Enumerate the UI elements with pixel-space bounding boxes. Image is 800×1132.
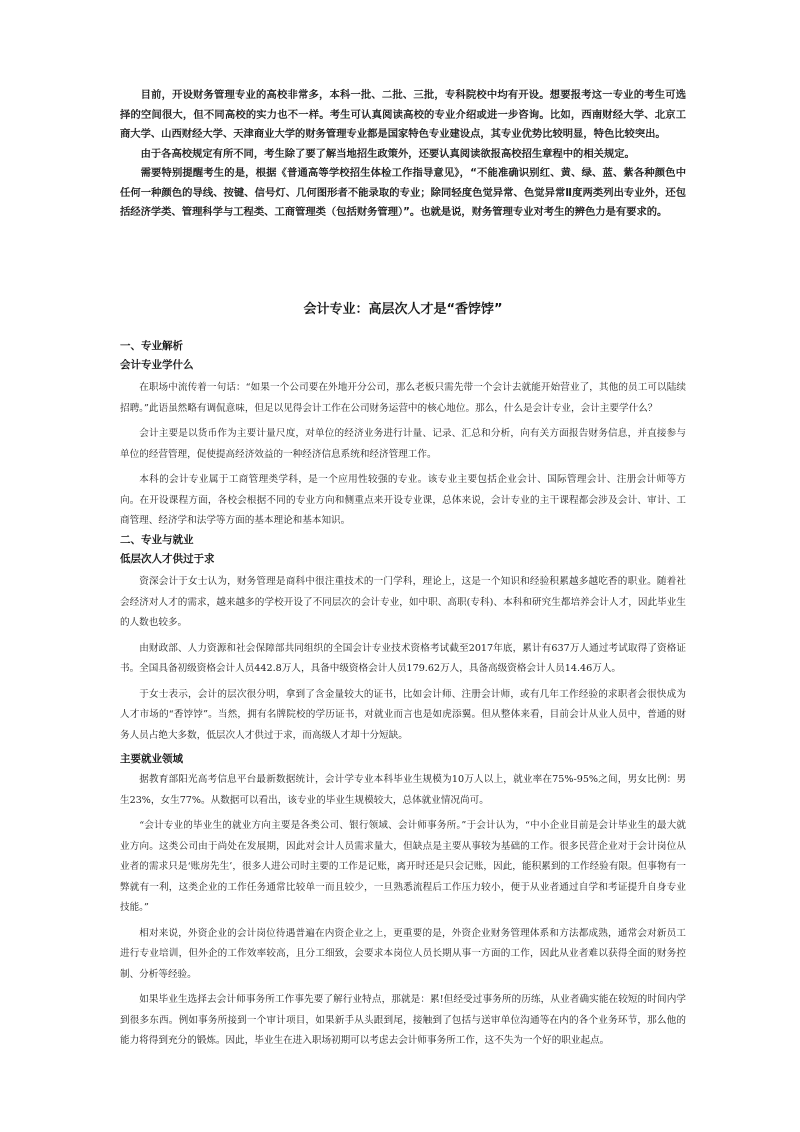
body-paragraph: 会计主要是以货币作为主要计量尺度，对单位的经济业务进行计量、记录、汇总和分析，向有关方面报告财务信息，并直接参与单位的经营管理，促使提高经济效益的一种经济信息系统和经济管理工作。 <box>120 428 686 460</box>
article-title: 会计专业：高层次人才是“香饽饽” <box>303 302 503 317</box>
section-analysis <box>120 338 686 537</box>
body-paragraph: 本科的会计专业属于工商管理类学科，是一个应用性较强的专业。该专业主要包括企业会计、国际管理会计、注册会计师等方向。在开设课程方面，各校会根据不同的专业方向和侧重点来开设专业课，总体来说，会计专业的主干课程都会涉及会计、审计、工商管理、经济学和法学等方面的基本理论和基本知识。 <box>120 474 686 526</box>
section-subheading: 低层次人才供过于求 <box>120 553 215 565</box>
intro-paragraph: 目前，开设财务管理专业的高校非常多，本科一批、二批、三批，专科院校中均有开设。想要报考这一专业的考生可选择的空间很大，但不同高校的实力也不一样。考生可认真阅读高校的专业介绍或进一步咨询。比如，西南财经大学、北京工商大学、山西财经大学、天津商业大学的财务管理专业都是国家特色专业建设点，其专业优势比较明显，特色比较突出。 <box>120 89 686 140</box>
body-paragraph: 据教育部阳光高考信息平台最新数据统计，会计学专业本科毕业生规模为10万人以上，就业率在75%-95%之间，男女比例：男生23%，女生77%。从数据可以看出，该专业的毕业生规模较大，总体就业情况尚可。 <box>120 774 686 806</box>
body-paragraph: 如果毕业生选择去会计师事务所工作事先要了解行业特点，那就是：累!但经受过事务所的历练，从业者确实能在较短的时间内学到很多东西。例如事务所接到一个审计项目，如果新手从头跟到尾，接触到了包括与送审单位沟通等在内的各个业务环节，那么他的能力将得到充分的锻炼。因此，毕业生在进入职场初期可以考虑去会计师事务所工作，这不失为一个好的职业起点。 <box>120 994 686 1046</box>
section-heading: 一、专业解析 <box>120 340 183 352</box>
body-paragraph: “会计专业的毕业生的就业方向主要是各类公司、银行领域、会计师事务所。”于会计认为，“中小企业目前是会计毕业生的最大就业方向。这类公司由于尚处在发展期，因此对会计人员需求量大，但缺点是主要从事较为基础的工作。很多民营企业对于会计岗位从业者的需求只是‘账房先生’，很多人进公司时主要的工作是记账，离开时还是只会记账，因此，能积累到的工作经验有限。但事物有一弊就有一利，这类企业的工作任务通常比较单一而且较少，一旦熟悉流程后工作压力较小，便于从业者通过自学和考证提升自身专业技能。” <box>120 820 686 913</box>
section-subheading: 会计专业学什么 <box>120 359 194 371</box>
body-paragraph: 于女士表示，会计的层次很分明，拿到了含金量较大的证书，比如会计师、注册会计师，或有几年工作经验的求职者会很快成为人才市场的“香饽饽”。当然，拥有名牌院校的学历证书，对就业而言也是如虎添翼。但从整体来看，目前会计从业人员中，普通的财务人员占绝大多数，低层次人才供过于求，而高级人才却十分短缺。 <box>120 688 686 741</box>
section-employment <box>120 532 686 1057</box>
body-paragraph: 相对来说，外资企业的会计岗位待遇普遍在内资企业之上，更重要的是，外资企业财务管理体系和方法都成熟，通常会对新员工进行专业培训，但外企的工作效率较高，且分工细致，会要求本岗位人员长期从事一方面的工作，因此从业者难以获得全面的财务控制、分析等经验。 <box>120 927 686 980</box>
section-subheading: 主要就业领域 <box>120 753 183 765</box>
intro-section <box>120 86 686 223</box>
intro-paragraph: 需要特别提醒考生的是，根据《普通高等学校招生体检工作指导意见》，“不能准确识别红、黄、绿、蓝、紫各种颜色中任何一种颜色的导线、按键、信号灯、几何图形者不能录取的专业；除同轻度色觉异常、色觉异常Ⅱ度两类列出专业外，还包括经济学类、管理科学与工程类、工商管理类（包括财务管理）”。也就是说，财务管理专业对考生的辨色力是有要求的。 <box>120 167 686 218</box>
intro-paragraph: 由于各高校规定有所不同，考生除了要了解当地招生政策外，还要认真阅读欲报高校招生章程中的相关规定。 <box>140 147 635 160</box>
body-paragraph: 由财政部、人力资源和社会保障部共同组织的全国会计专业技术资格考试截至2017年底，累计有637万人通过考试取得了资格证书。全国具备初级资格会计人员442.8万人，具备中级资格会计人员179.62万人，具备高级资格会计人员14.46万人。 <box>120 642 686 674</box>
section-heading: 二、专业与就业 <box>120 534 194 546</box>
body-paragraph: 资深会计于女士认为，财务管理是商科中很注重技术的一门学科，理论上，这是一个知识和经验积累越多越吃香的职业。随着社会经济对人才的需求，越来越多的学校开设了不同层次的会计专业，如中职、高职(专科)、本科和研究生都培养会计人才，因此毕业生的人数也较多。 <box>120 576 686 628</box>
body-paragraph: 在职场中流传着一句话：“如果一个公司要在外地开分公司，那么老板只需先带一个会计去就能开始营业了，其他的员工可以陆续招聘。”此语虽然略有调侃意味，但足以见得会计工作在公司财务运营中的核心地位。那么，什么是会计专业，会计主要学什么？ <box>120 382 686 414</box>
